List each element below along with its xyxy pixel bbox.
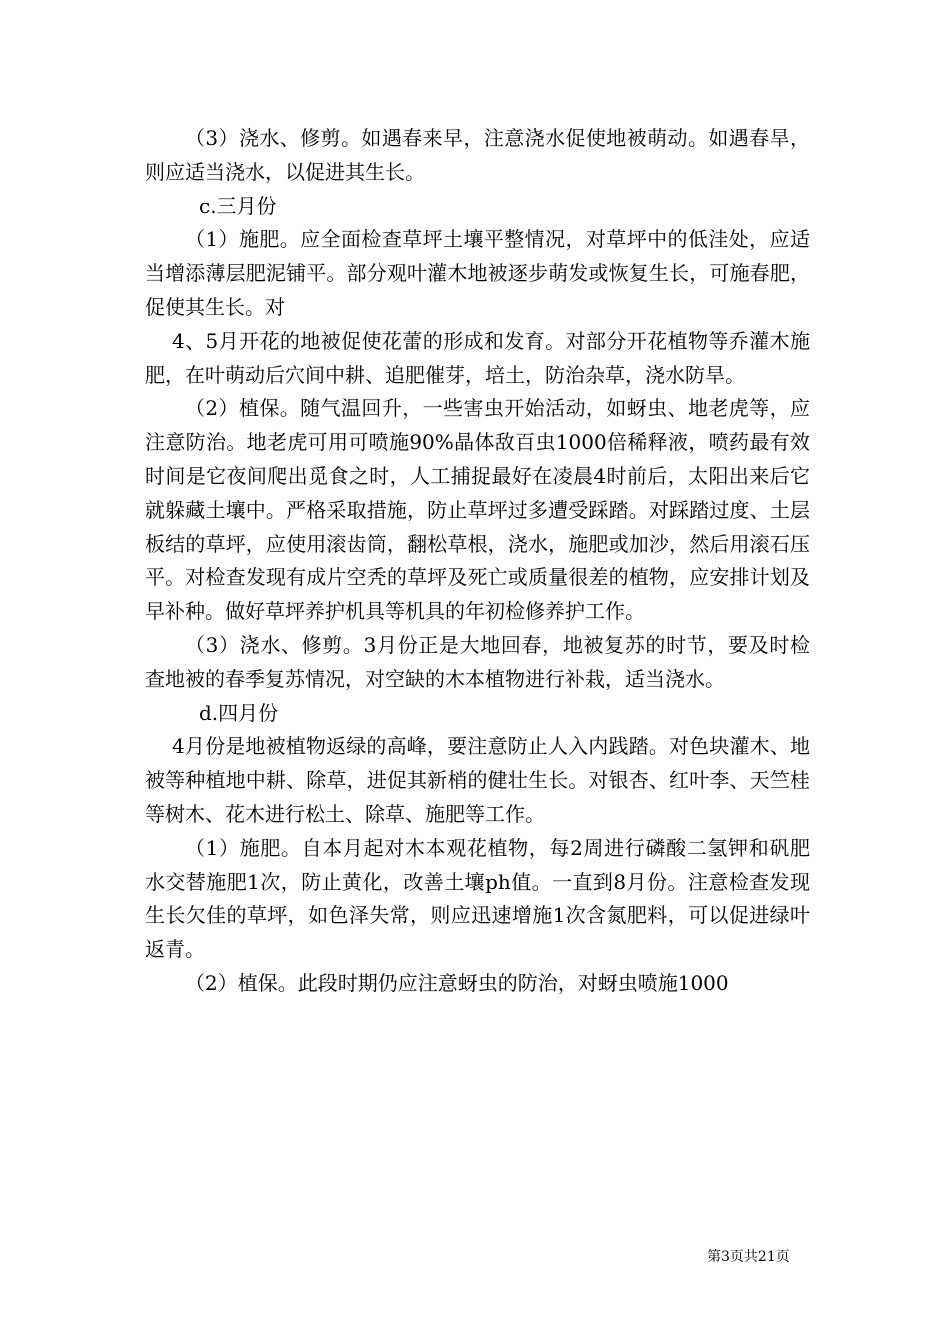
paragraph-plant-protection-april: （2）植保。此段时期仍应注意蚜虫的防治，对蚜虫喷施1000	[185, 970, 729, 995]
paragraph-fertilize-april: （1）施肥。自本月起对木本观花植物，每2周进行磷酸二氢钾和矾肥水交替施肥1次，防止黄化，改善土壤ph值。一直到8月份。注意检查发现生长欠佳的草坪，如色泽失常，则应迅速增施1次含氮肥料，可以促进绿叶返青。	[145, 835, 810, 962]
paragraph-april-overview: 4月份是地被植物返绿的高峰，要注意防止人入内践踏。对色块灌木、地被等种植地中耕、除草，进促其新梢的健壮生长。对银杏、红叶李、天竺桂等树木、花木进行松土、除草、施肥等工作。	[145, 734, 810, 826]
section-heading-april: d.四月份	[199, 700, 279, 725]
paragraph-fertilize-march: （1）施肥。应全面检查草坪土壤平整情况，对草坪中的低洼处，应适当增添薄层肥泥铺平。部分观叶灌木地被逐步萌发或恢复生长，可施春肥，促使其生长。对	[145, 227, 810, 319]
page-number-footer: 第3页共21页	[707, 1249, 790, 1265]
section-heading-march: c.三月份	[199, 193, 277, 218]
paragraph-watering-pruning-march: （3）浇水、修剪。3月份正是大地回春，地被复苏的时节，要及时检查地被的春季复苏情况，对空缺的木本植物进行补栽，适当浇水。	[145, 632, 810, 691]
paragraph-plant-protection-march: （2）植保。随气温回升，一些害虫开始活动，如蚜虫、地老虎等，应注意防治。地老虎可用可喷施90%晶体敌百虫1000倍稀释液，喷药最有效时间是它夜间爬出觅食之时，人工捕捉最好在凌晨4时前后，太阳出来后它就躲藏土壤中。严格采取措施，防止草坪过多遭受踩踏。对踩踏过度、土层板结的草坪，应使用滚齿筒，翻松草根，浇水，施肥或加沙，然后用滚石压平。对检查发现有成片空秃的草坪及死亡或质量很差的植物，应安排计划及早补种。做好草坪养护机具等机具的年初检修养护工作。	[145, 396, 810, 624]
paragraph-flowering-ground-cover: 4、5月开花的地被促使花蕾的形成和发育。对部分开花植物等乔灌木施肥，在叶萌动后穴间中耕、追肥催芽，培土，防治杂草，浇水防旱。	[145, 328, 810, 387]
paragraph-watering-pruning-feb: （3）浇水、修剪。如遇春来早，注意浇水促使地被萌动。如遇春旱，则应适当浇水，以促进其生长。	[145, 126, 810, 184]
document-body	[145, 122, 810, 1001]
